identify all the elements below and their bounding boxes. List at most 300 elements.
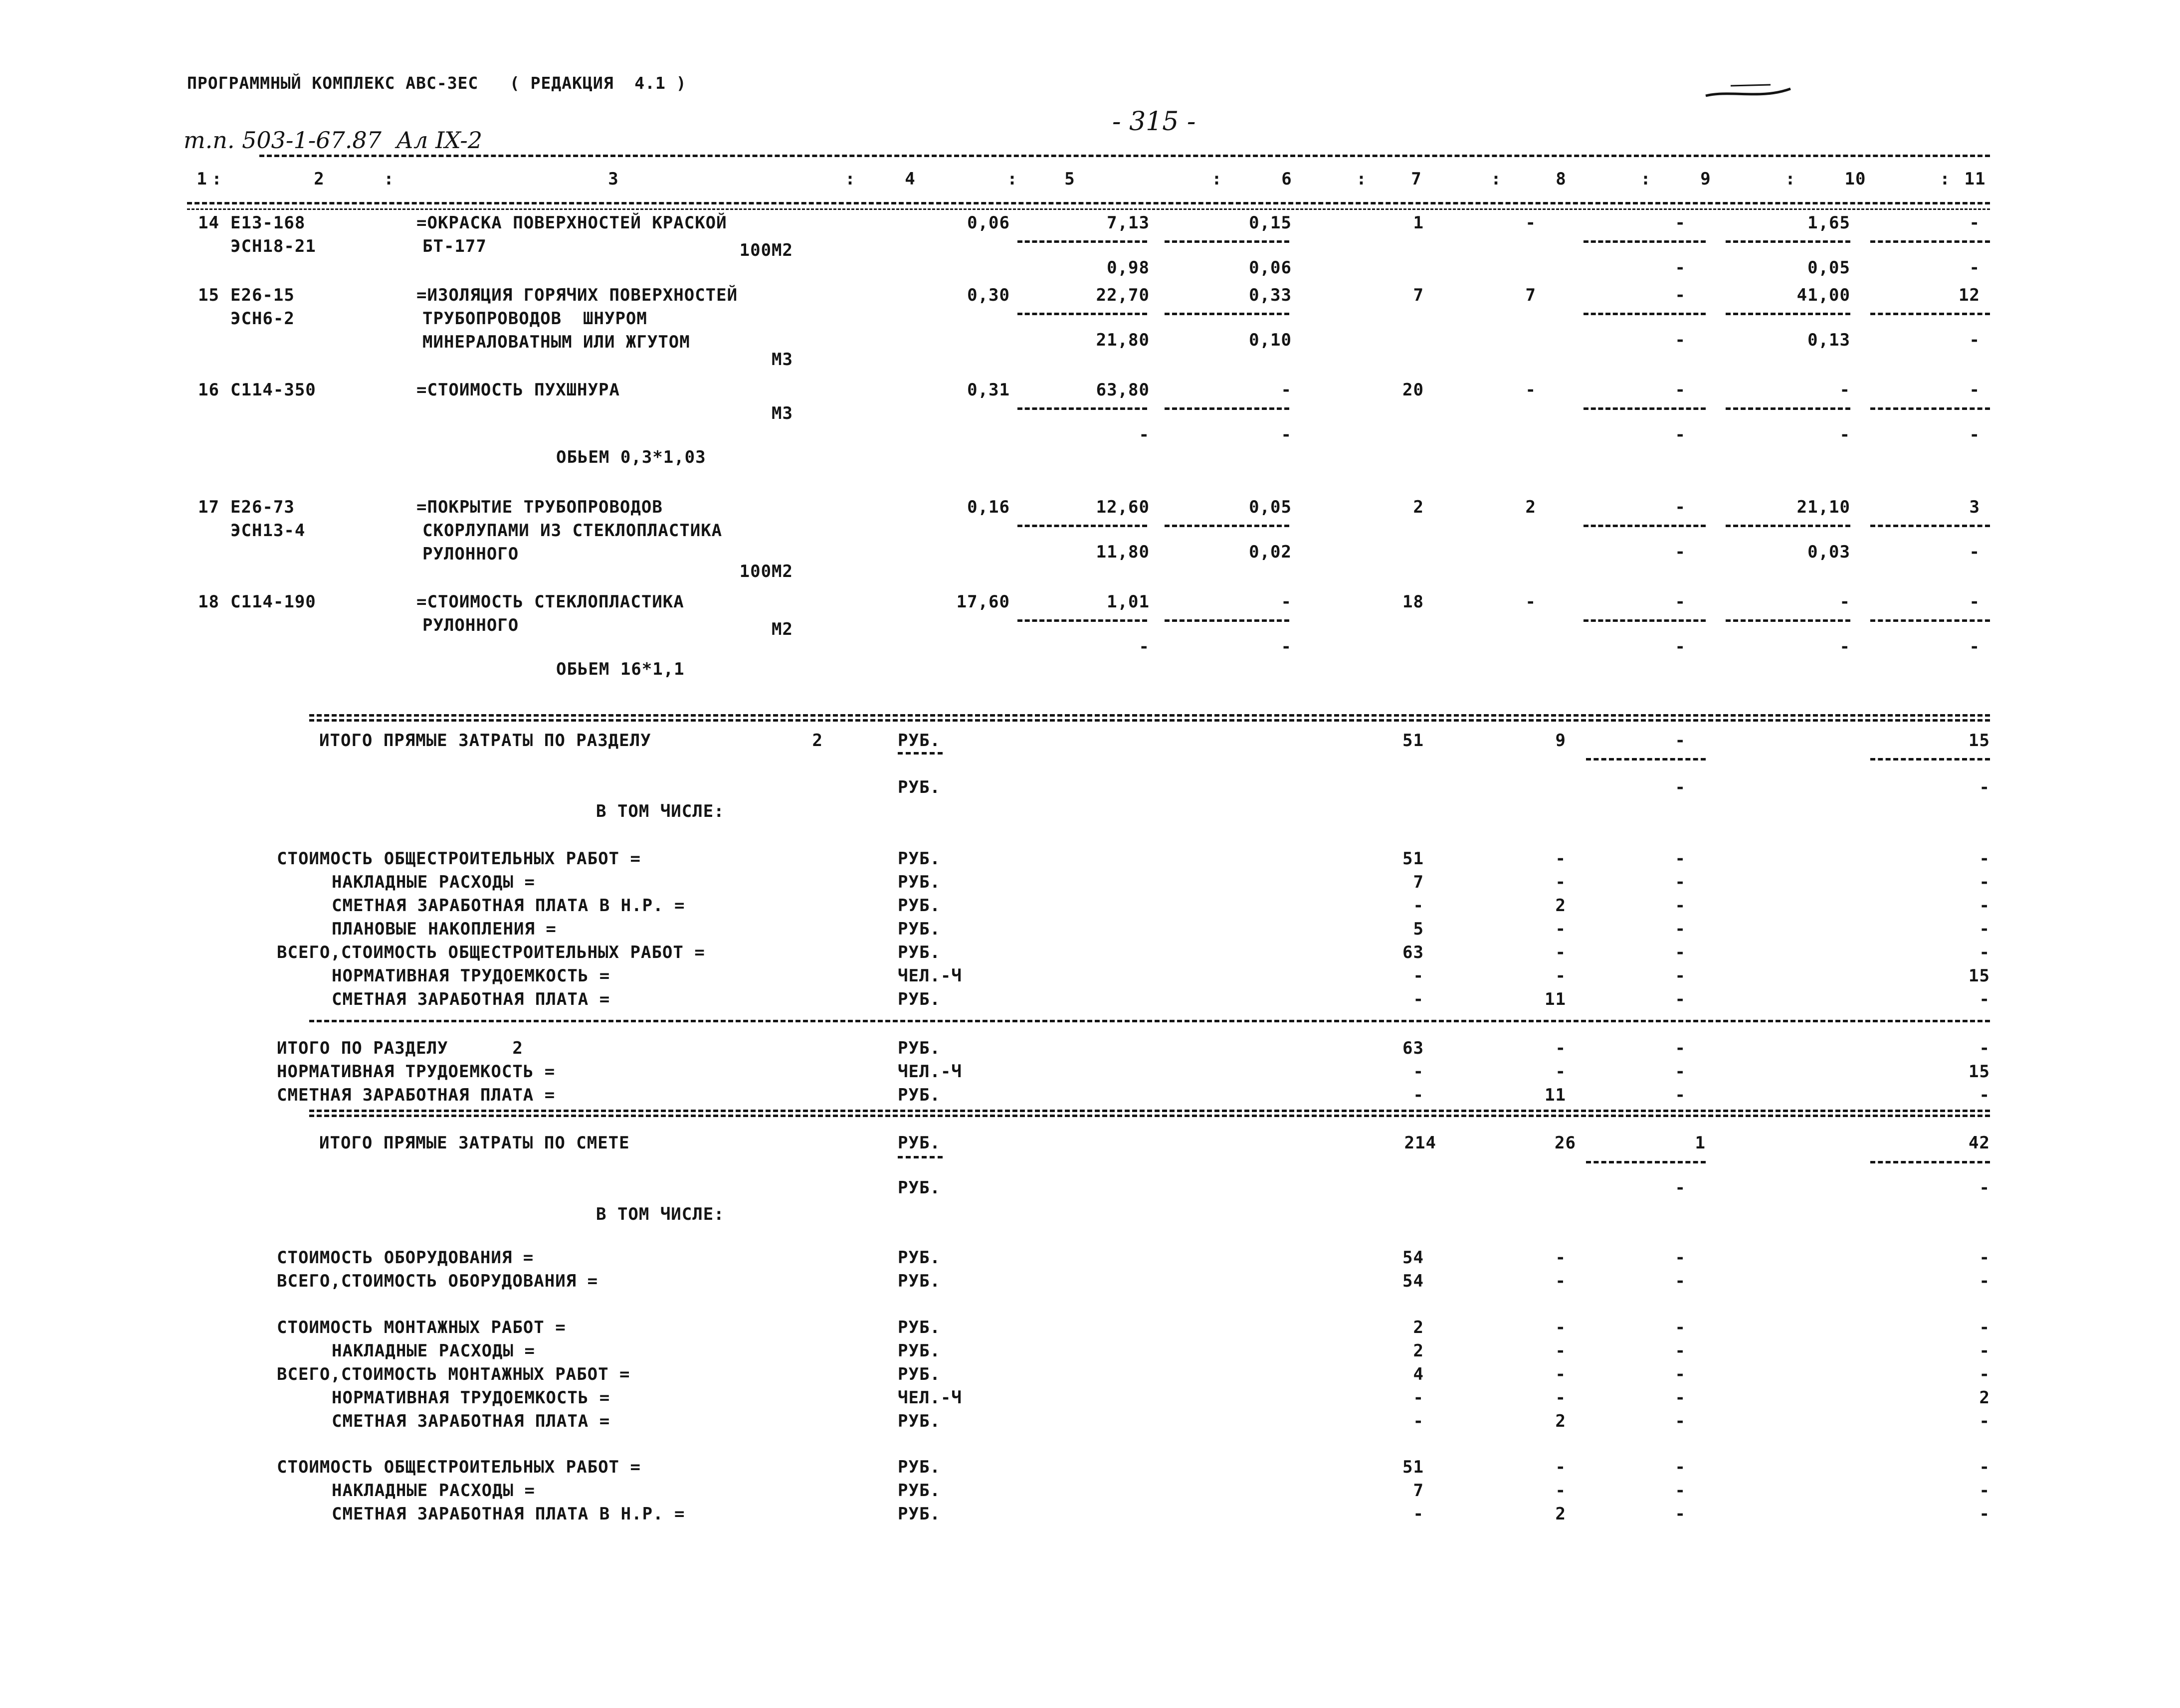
general-works-row-wage: - <box>1555 919 1566 939</box>
general-works-row-cost: - <box>1413 989 1424 1009</box>
general-works-row-label: СМЕТНАЯ ЗАРАБОТНАЯ ПЛАТА В Н.Р. = <box>332 896 685 916</box>
item-col9-bottom: - <box>1675 330 1686 350</box>
section-total-col9-divider <box>1586 758 1706 760</box>
section-divider-1b <box>309 719 1990 722</box>
item-unit: 100М2 <box>739 562 793 581</box>
item-col9-top: - <box>1675 380 1686 400</box>
item-number: 18 <box>198 592 219 612</box>
installation-row-col11: - <box>1979 1318 1990 1337</box>
general-works-row-unit: РУБ. <box>898 896 941 916</box>
item-number: 15 <box>198 285 219 305</box>
section-total-cost: 51 <box>1402 731 1424 751</box>
column-header-6: : <box>845 169 856 189</box>
item-cost-divider <box>1017 407 1147 410</box>
item-quantity: 0,30 <box>967 285 1010 305</box>
estimate-total-unit-2: РУБ. <box>898 1178 941 1198</box>
estimate-total-col11-bottom: - <box>1979 1178 1990 1198</box>
item-total-cost: 18 <box>1402 592 1424 612</box>
item-total-wage: - <box>1525 592 1536 612</box>
section-summary-row-unit: РУБ. <box>898 1038 941 1058</box>
general-works-row-col11: - <box>1979 989 1990 1009</box>
item-col11-bottom: - <box>1969 258 1980 278</box>
item-col11-top: - <box>1969 213 1980 233</box>
estimate-total-wage: 26 <box>1555 1133 1576 1153</box>
section-summary-row-label: ИТОГО ПО РАЗДЕЛУ 2 <box>277 1038 523 1058</box>
section-summary-row-cost: - <box>1413 1085 1424 1105</box>
general-works-row-cost: - <box>1413 896 1424 916</box>
column-header-1: 1 <box>197 169 207 189</box>
item-unit: М3 <box>772 403 793 423</box>
item-labor-top: 41,00 <box>1796 285 1850 305</box>
installation-row-label: НОРМАТИВНАЯ ТРУДОЕМКОСТЬ = <box>332 1388 610 1408</box>
item-machine-cost: - <box>1281 592 1292 612</box>
general-works-repeat-row-cost: - <box>1413 1504 1424 1524</box>
column-header-9: 5 <box>1064 169 1075 189</box>
estimate-total-col9-bottom: - <box>1675 1178 1686 1198</box>
general-works-row-wage: 2 <box>1555 896 1566 916</box>
section-summary-row-col9: - <box>1675 1062 1686 1082</box>
general-works-row-cost: 51 <box>1402 849 1424 869</box>
section-summary-row-unit: ЧЕЛ.-Ч <box>898 1062 962 1082</box>
item-description-line: =ОКРАСКА ПОВЕРХНОСТЕЙ КРАСКОЙ <box>416 213 727 233</box>
general-works-row-unit: РУБ. <box>898 919 941 939</box>
equipment-row-unit: РУБ. <box>898 1248 941 1268</box>
general-works-repeat-row-col9: - <box>1675 1457 1686 1477</box>
installation-row-col9: - <box>1675 1388 1686 1408</box>
general-works-repeat-row-unit: РУБ. <box>898 1504 941 1524</box>
equipment-row-wage: - <box>1555 1271 1566 1291</box>
item-col9-bottom: - <box>1675 425 1686 445</box>
general-works-repeat-row-cost: 7 <box>1413 1481 1424 1501</box>
estimate-total-cost: 214 <box>1404 1133 1436 1153</box>
installation-row-wage: - <box>1555 1364 1566 1384</box>
general-works-repeat-row-col11: - <box>1979 1457 1990 1477</box>
item-resource-code: ЭСН18-21 <box>230 236 316 256</box>
estimate-total-col11: 42 <box>1969 1133 1990 1153</box>
item-col11-bottom: - <box>1969 542 1980 562</box>
item-labor-top: - <box>1839 380 1850 400</box>
section-divider-3b <box>309 1115 1990 1117</box>
item-col11-top: - <box>1969 380 1980 400</box>
item-code: С114-350 <box>230 380 316 400</box>
item-cost-divider <box>1017 619 1147 622</box>
item-labor-divider <box>1726 407 1850 410</box>
item-description-line: РУЛОННОГО <box>422 615 519 635</box>
section-summary-row-wage: 11 <box>1545 1085 1566 1105</box>
header-rule-top <box>259 155 1990 157</box>
installation-row-col11: - <box>1979 1341 1990 1361</box>
section-summary-row-cost: - <box>1413 1062 1424 1082</box>
general-works-row-cost: 7 <box>1413 872 1424 892</box>
general-works-row-label: ВСЕГО,СТОИМОСТЬ ОБЩЕСТРОИТЕЛЬНЫХ РАБОТ = <box>277 943 705 962</box>
section-summary-row-cost: 63 <box>1402 1038 1424 1058</box>
column-header-13: 7 <box>1411 169 1422 189</box>
general-works-row-col9: - <box>1675 919 1686 939</box>
installation-row-col9: - <box>1675 1411 1686 1431</box>
equipment-row-col9: - <box>1675 1271 1686 1291</box>
general-works-row-col9: - <box>1675 872 1686 892</box>
item-machine-wage: - <box>1281 425 1292 445</box>
installation-row-unit: ЧЕЛ.-Ч <box>898 1388 962 1408</box>
item-col11-divider <box>1870 240 1990 243</box>
equipment-row-wage: - <box>1555 1248 1566 1268</box>
item-col11-bottom: - <box>1969 637 1980 657</box>
general-works-repeat-row-label: СТОИМОСТЬ ОБЩЕСТРОИТЕЛЬНЫХ РАБОТ = <box>277 1457 641 1477</box>
general-works-row-col9: - <box>1675 943 1686 962</box>
item-labor-divider <box>1726 619 1850 622</box>
item-labor-top: 21,10 <box>1796 497 1850 517</box>
general-works-repeat-row-col11: - <box>1979 1481 1990 1501</box>
item-col11-top: 3 <box>1969 497 1980 517</box>
section-total-wage: 9 <box>1555 731 1566 751</box>
item-number: 14 <box>198 213 219 233</box>
estimate-total-col11-divider <box>1870 1161 1990 1163</box>
section-total-unit: РУБ. <box>898 731 941 751</box>
item-col11-divider <box>1870 619 1990 622</box>
installation-row-wage: 2 <box>1555 1411 1566 1431</box>
item-number: 17 <box>198 497 219 517</box>
general-works-repeat-row-unit: РУБ. <box>898 1457 941 1477</box>
section-number: 2 <box>812 731 823 751</box>
item-machine-divider <box>1165 313 1289 315</box>
estimate-unit-divider <box>898 1156 943 1158</box>
general-works-row-cost: 63 <box>1402 943 1424 962</box>
item-col9-top: - <box>1675 497 1686 517</box>
installation-row-unit: РУБ. <box>898 1341 941 1361</box>
item-machine-wage: 0,02 <box>1249 542 1292 562</box>
item-machine-divider <box>1165 407 1289 410</box>
item-resource-code: ЭСН13-4 <box>230 521 306 541</box>
installation-row-label: ВСЕГО,СТОИМОСТЬ МОНТАЖНЫХ РАБОТ = <box>277 1364 630 1384</box>
general-works-row-cost: - <box>1413 966 1424 986</box>
item-labor-bottom: 0,03 <box>1807 542 1850 562</box>
general-works-row-wage: - <box>1555 849 1566 869</box>
general-works-row-col11: - <box>1979 896 1990 916</box>
estimate-total-col9-divider <box>1586 1161 1706 1163</box>
installation-row-col11: - <box>1979 1411 1990 1431</box>
equipment-row-unit: РУБ. <box>898 1271 941 1291</box>
general-works-row-wage: - <box>1555 966 1566 986</box>
estimate-total-label: ИТОГО ПРЯМЫЕ ЗАТРАТЫ ПО СМЕТЕ <box>319 1133 630 1153</box>
installation-row-label: НАКЛАДНЫЕ РАСХОДЫ = <box>332 1341 535 1361</box>
estimate-total-col9: 1 <box>1695 1133 1706 1153</box>
section-summary-row-unit: РУБ. <box>898 1085 941 1105</box>
item-unit: 100М2 <box>739 240 793 260</box>
item-total-cost: 7 <box>1413 285 1424 305</box>
item-col9-divider <box>1584 619 1706 622</box>
item-labor-bottom: - <box>1839 637 1850 657</box>
installation-row-wage: - <box>1555 1341 1566 1361</box>
column-header-12: : <box>1356 169 1367 189</box>
column-header-3: 2 <box>314 169 325 189</box>
equipment-row-label: СТОИМОСТЬ ОБОРУДОВАНИЯ = <box>277 1248 534 1268</box>
item-machine-wage: 0,10 <box>1249 330 1292 350</box>
installation-row-cost: 2 <box>1413 1318 1424 1337</box>
general-works-row-cost: 5 <box>1413 919 1424 939</box>
item-total-cost: 1 <box>1413 213 1424 233</box>
section-summary-row-col11: - <box>1979 1085 1990 1105</box>
item-labor-top: - <box>1839 592 1850 612</box>
equipment-row-label: ВСЕГО,СТОИМОСТЬ ОБОРУДОВАНИЯ = <box>277 1271 598 1291</box>
general-works-row-col9: - <box>1675 896 1686 916</box>
section-summary-row-col9: - <box>1675 1085 1686 1105</box>
installation-row-cost: 4 <box>1413 1364 1424 1384</box>
estimate-total-unit: РУБ. <box>898 1133 941 1153</box>
installation-row-wage: - <box>1555 1388 1566 1408</box>
item-machine-divider <box>1165 619 1289 622</box>
installation-row-cost: - <box>1413 1388 1424 1408</box>
item-unit-cost: 7,13 <box>1107 213 1150 233</box>
item-description-line: =СТОИМОСТЬ ПУХШНУРА <box>416 380 620 400</box>
item-col11-top: 12 <box>1959 285 1980 305</box>
item-machine-cost: 0,05 <box>1249 497 1292 517</box>
general-works-row-col11: - <box>1979 849 1990 869</box>
item-col9-divider <box>1584 313 1706 315</box>
general-works-row-col11: - <box>1979 919 1990 939</box>
column-header-10: : <box>1211 169 1222 189</box>
item-col9-divider <box>1584 525 1706 527</box>
item-col9-top: - <box>1675 285 1686 305</box>
item-total-wage: - <box>1525 213 1536 233</box>
general-works-row-unit: РУБ. <box>898 849 941 869</box>
item-unit-wage: - <box>1139 425 1150 445</box>
item-total-wage: 2 <box>1525 497 1536 517</box>
column-header-11: 6 <box>1281 169 1292 189</box>
installation-row-unit: РУБ. <box>898 1318 941 1337</box>
unit-divider <box>898 752 943 755</box>
item-col11-divider <box>1870 525 1990 527</box>
item-quantity: 0,06 <box>967 213 1010 233</box>
item-unit: М3 <box>772 350 793 370</box>
general-works-repeat-row-col9: - <box>1675 1504 1686 1524</box>
installation-row-col9: - <box>1675 1364 1686 1384</box>
installation-row-col9: - <box>1675 1318 1686 1337</box>
item-code: С114-190 <box>230 592 316 612</box>
section-summary-row-wage: - <box>1555 1062 1566 1082</box>
item-labor-bottom: 0,13 <box>1807 330 1850 350</box>
column-header-19: 10 <box>1844 169 1866 189</box>
item-volume-formula: ОБЬЕМ 16*1,1 <box>556 659 685 679</box>
general-works-row-wage: 11 <box>1545 989 1566 1009</box>
section-total-col11-divider <box>1870 758 1990 760</box>
section-total-col9-bottom: - <box>1675 777 1686 797</box>
item-description-line: СКОРЛУПАМИ ИЗ СТЕКЛОПЛАСТИКА <box>422 521 723 541</box>
item-col9-bottom: - <box>1675 542 1686 562</box>
item-description-line: БТ-177 <box>422 236 487 256</box>
item-machine-wage: - <box>1281 637 1292 657</box>
column-header-8: : <box>1007 169 1018 189</box>
equipment-row-cost: 54 <box>1402 1248 1424 1268</box>
item-description-line: РУЛОННОГО <box>422 544 519 564</box>
item-total-wage: - <box>1525 380 1536 400</box>
column-header-20: : <box>1940 169 1951 189</box>
item-quantity: 0,16 <box>967 497 1010 517</box>
item-unit: М2 <box>772 619 793 639</box>
item-col11-bottom: - <box>1969 425 1980 445</box>
item-resource-code: ЭСН6-2 <box>230 309 295 329</box>
item-col9-bottom: - <box>1675 258 1686 278</box>
item-machine-divider <box>1165 525 1289 527</box>
section-summary-row-col11: 15 <box>1969 1062 1990 1082</box>
item-cost-divider <box>1017 525 1147 527</box>
general-works-repeat-row-col11: - <box>1979 1504 1990 1524</box>
column-header-5: 3 <box>608 169 619 189</box>
item-description-line: ТРУБОПРОВОДОВ ШНУРОМ <box>422 309 647 329</box>
section-total-label: ИТОГО ПРЯМЫЕ ЗАТРАТЫ ПО РАЗДЕЛУ <box>319 731 651 751</box>
item-col11-bottom: - <box>1969 330 1980 350</box>
section-summary-row-col11: - <box>1979 1038 1990 1058</box>
including-label-2: В ТОМ ЧИСЛЕ: <box>596 1204 725 1224</box>
item-machine-cost: - <box>1281 380 1292 400</box>
installation-row-wage: - <box>1555 1318 1566 1337</box>
general-works-row-col9: - <box>1675 989 1686 1009</box>
column-header-2: : <box>211 169 222 189</box>
item-col9-top: - <box>1675 592 1686 612</box>
item-unit-cost: 12,60 <box>1096 497 1150 517</box>
section-summary-row-label: СМЕТНАЯ ЗАРАБОТНАЯ ПЛАТА = <box>277 1085 556 1105</box>
general-works-row-col9: - <box>1675 849 1686 869</box>
signature-mark <box>1701 75 1800 105</box>
item-unit-cost: 1,01 <box>1107 592 1150 612</box>
general-works-repeat-row-wage: - <box>1555 1481 1566 1501</box>
general-works-repeat-row-cost: 51 <box>1402 1457 1424 1477</box>
item-quantity: 17,60 <box>956 592 1010 612</box>
general-works-row-label: НОРМАТИВНАЯ ТРУДОЕМКОСТЬ = <box>332 966 610 986</box>
item-unit-wage: 0,98 <box>1107 258 1150 278</box>
item-machine-cost: 0,15 <box>1249 213 1292 233</box>
general-works-row-unit: РУБ. <box>898 943 941 962</box>
installation-row-unit: РУБ. <box>898 1411 941 1431</box>
including-label-1: В ТОМ ЧИСЛЕ: <box>596 801 725 821</box>
section-divider-3 <box>309 1110 1990 1112</box>
general-works-repeat-row-unit: РУБ. <box>898 1481 941 1501</box>
item-col11-divider <box>1870 313 1990 315</box>
section-total-col9: - <box>1675 731 1686 751</box>
column-header-17: 9 <box>1700 169 1711 189</box>
general-works-row-col9: - <box>1675 966 1686 986</box>
installation-row-cost: 2 <box>1413 1341 1424 1361</box>
item-machine-wage: 0,06 <box>1249 258 1292 278</box>
item-unit-wage: - <box>1139 637 1150 657</box>
general-works-row-unit: РУБ. <box>898 872 941 892</box>
general-works-repeat-row-label: СМЕТНАЯ ЗАРАБОТНАЯ ПЛАТА В Н.Р. = <box>332 1504 685 1524</box>
item-unit-cost: 22,70 <box>1096 285 1150 305</box>
general-works-repeat-row-wage: 2 <box>1555 1504 1566 1524</box>
item-labor-divider <box>1726 240 1850 243</box>
general-works-row-label: НАКЛАДНЫЕ РАСХОДЫ = <box>332 872 535 892</box>
item-col9-divider <box>1584 407 1706 410</box>
column-header-21: 11 <box>1964 169 1986 189</box>
equipment-row-col9: - <box>1675 1248 1686 1268</box>
installation-row-unit: РУБ. <box>898 1364 941 1384</box>
item-description-line: =СТОИМОСТЬ СТЕКЛОПЛАСТИКА <box>416 592 684 612</box>
general-works-repeat-row-col9: - <box>1675 1481 1686 1501</box>
column-header-18: : <box>1785 169 1796 189</box>
section-summary-row-col9: - <box>1675 1038 1686 1058</box>
column-header-16: : <box>1640 169 1651 189</box>
column-header-14: : <box>1491 169 1502 189</box>
item-code: Е13-168 <box>230 213 306 233</box>
item-col9-top: - <box>1675 213 1686 233</box>
column-header-7: 4 <box>905 169 916 189</box>
item-quantity: 0,31 <box>967 380 1010 400</box>
item-labor-divider <box>1726 313 1850 315</box>
general-works-row-unit: ЧЕЛ.-Ч <box>898 966 962 986</box>
item-cost-divider <box>1017 313 1147 315</box>
item-description-line: =ИЗОЛЯЦИЯ ГОРЯЧИХ ПОВЕРХНОСТЕЙ <box>416 285 738 305</box>
general-works-row-col11: - <box>1979 872 1990 892</box>
installation-row-cost: - <box>1413 1411 1424 1431</box>
item-labor-bottom: 0,05 <box>1807 258 1850 278</box>
item-machine-divider <box>1165 240 1289 243</box>
column-header-4: : <box>384 169 395 189</box>
equipment-row-col11: - <box>1979 1271 1990 1291</box>
installation-row-col11: - <box>1979 1364 1990 1384</box>
item-col11-top: - <box>1969 592 1980 612</box>
item-labor-bottom: - <box>1839 425 1850 445</box>
general-works-row-label: СТОИМОСТЬ ОБЩЕСТРОИТЕЛЬНЫХ РАБОТ = <box>277 849 641 869</box>
item-cost-divider <box>1017 240 1147 243</box>
general-works-row-unit: РУБ. <box>898 989 941 1009</box>
item-col9-divider <box>1584 240 1706 243</box>
item-total-cost: 20 <box>1402 380 1424 400</box>
column-header-15: 8 <box>1556 169 1567 189</box>
header-rule-bottom <box>187 202 1990 204</box>
page-number: - 315 - <box>1112 107 1196 137</box>
general-works-row-label: СМЕТНАЯ ЗАРАБОТНАЯ ПЛАТА = <box>332 989 610 1009</box>
section-total-col11: 15 <box>1969 731 1990 751</box>
general-works-row-wage: - <box>1555 943 1566 962</box>
section-total-col11-bottom: - <box>1979 777 1990 797</box>
item-col9-bottom: - <box>1675 637 1686 657</box>
item-volume-formula: ОБЬЕМ 0,3*1,03 <box>556 447 706 467</box>
section-summary-row-wage: - <box>1555 1038 1566 1058</box>
header-rule-bottom-2 <box>187 208 1990 210</box>
project-reference: т.п. 503-1-67.87 Ал IX-2 <box>184 127 483 154</box>
item-code: Е26-73 <box>230 497 295 517</box>
item-unit-wage: 21,80 <box>1096 330 1150 350</box>
item-description-line: =ПОКРЫТИЕ ТРУБОПРОВОДОВ <box>416 497 663 517</box>
installation-row-label: СТОИМОСТЬ МОНТАЖНЫХ РАБОТ = <box>277 1318 566 1337</box>
general-works-row-col11: 15 <box>1969 966 1990 986</box>
item-labor-divider <box>1726 525 1850 527</box>
equipment-row-col11: - <box>1979 1248 1990 1268</box>
item-number: 16 <box>198 380 219 400</box>
general-works-repeat-row-wage: - <box>1555 1457 1566 1477</box>
equipment-row-cost: 54 <box>1402 1271 1424 1291</box>
section-divider-1 <box>309 714 1990 717</box>
section-summary-row-label: НОРМАТИВНАЯ ТРУДОЕМКОСТЬ = <box>277 1062 556 1082</box>
general-works-row-wage: - <box>1555 872 1566 892</box>
item-unit-wage: 11,80 <box>1096 542 1150 562</box>
item-machine-cost: 0,33 <box>1249 285 1292 305</box>
general-works-row-col11: - <box>1979 943 1990 962</box>
item-total-cost: 2 <box>1413 497 1424 517</box>
item-labor-top: 1,65 <box>1807 213 1850 233</box>
installation-row-label: СМЕТНАЯ ЗАРАБОТНАЯ ПЛАТА = <box>332 1411 610 1431</box>
section-divider-2 <box>309 1020 1990 1022</box>
installation-row-col9: - <box>1675 1341 1686 1361</box>
item-description-line: МИНЕРАЛОВАТНЫМ ИЛИ ЖГУТОМ <box>422 332 690 352</box>
installation-row-col11: 2 <box>1979 1388 1990 1408</box>
item-unit-cost: 63,80 <box>1096 380 1150 400</box>
item-code: Е26-15 <box>230 285 295 305</box>
item-col11-divider <box>1870 407 1990 410</box>
section-total-unit-2: РУБ. <box>898 777 941 797</box>
general-works-repeat-row-label: НАКЛАДНЫЕ РАСХОДЫ = <box>332 1481 535 1501</box>
item-total-wage: 7 <box>1525 285 1536 305</box>
program-title: ПРОГРАММНЫЙ КОМПЛЕКС АВС-3ЕС ( РЕДАКЦИЯ 4.1 ) <box>187 73 687 93</box>
